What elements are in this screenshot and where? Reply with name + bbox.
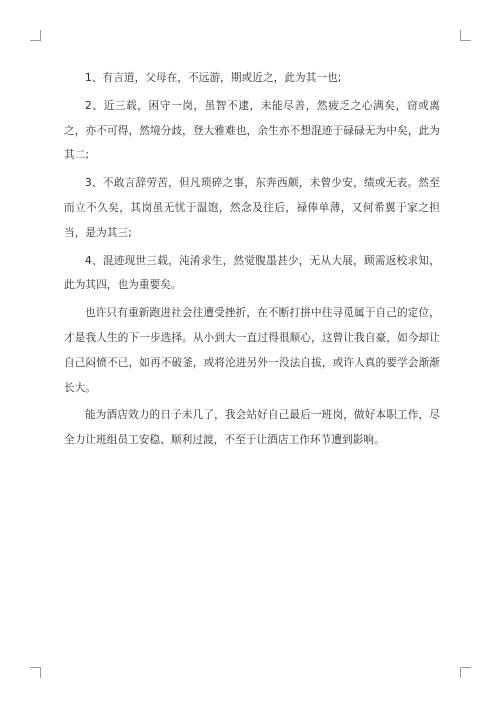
paragraph-reason-3: 3、不敢言辞劳苦，但凡琐碎之事，东奔西颇，未曾少安，绩或无表。然至而立不久矣，其岗虽无忧于温饱，然念及往后，禄俸单薄，又何希翼于家之担当，是为其三;: [64, 177, 440, 239]
paragraph-reason-2: 2、近三载，困守一岗，虽智不逮，未能尽善，然疲乏之心满矣，窃或离之，亦不可得，然境分歧，登大雅难也，余生亦不想混迹于碌碌无为中矣，此为其二;: [64, 99, 440, 162]
document-body: [64, 66, 440, 456]
paragraph-reflection: 也许只有重新跑进社会往遭受挫折，在不断打拼中往寻觅属于自己的定位，才是我人生的下一步选择。从小到大一直过得很顺心，这曾让我自豪，如今却让自己闷愤不已，如再不破釜，或将沦进另外一没法自拔，或许人真的要学会渐渐长大。: [64, 307, 440, 394]
paragraph-reason-4: 4、混迹现世三载，沌淆求生，然觉腹墨甚少，无从大展，顾需返校求知，此为其四，也为重要矣。: [64, 254, 440, 292]
crop-mark-bottom-left: [30, 667, 41, 678]
crop-mark-top-left: [30, 30, 41, 41]
paragraph-closing: 能为酒店效力的日子未几了，我会站好自己最后一班岗，做好本职工作，尽全力让班组员工安稳、顺利过渡，不至于让酒店工作环节遭到影响。: [64, 409, 440, 447]
crop-mark-bottom-right: [460, 667, 471, 678]
paragraph-reason-1: 1、有言道，父母在，不远游，期或近之，此为其一也;: [85, 72, 342, 84]
crop-mark-top-right: [460, 30, 471, 41]
